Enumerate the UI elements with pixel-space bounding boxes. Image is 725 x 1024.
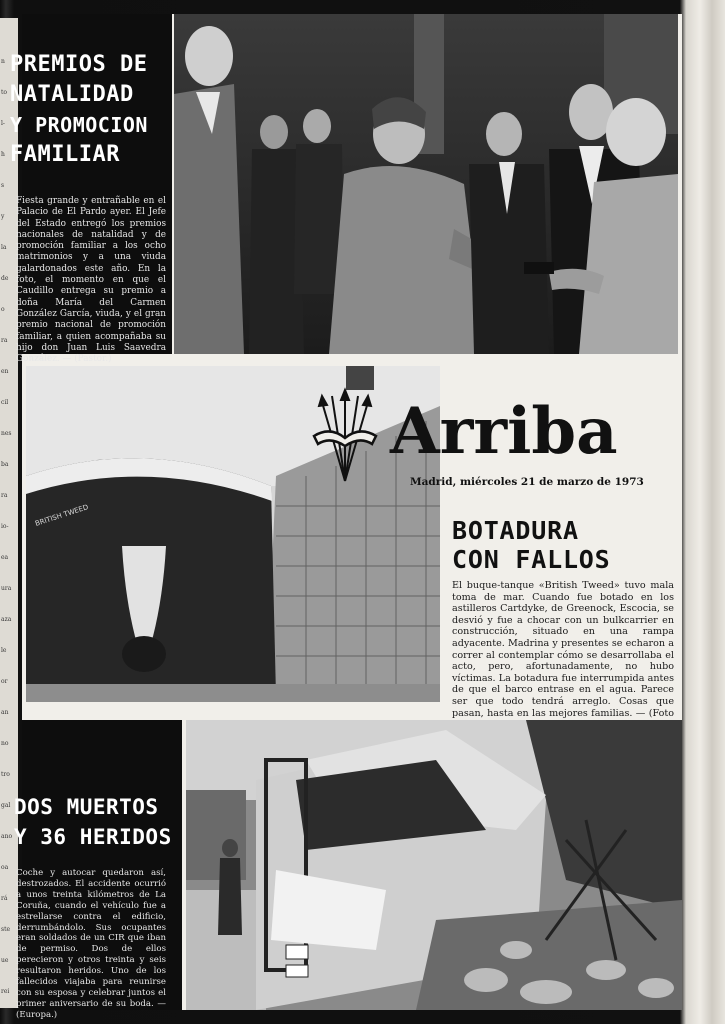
previous-page-fragment: ue — [1, 957, 9, 964]
previous-page-fragment: to — [1, 89, 8, 96]
crashed-bus-photo-icon — [186, 720, 682, 1010]
accidente-headline-line-1: DOS MUERTOS — [14, 795, 159, 819]
previous-page-fragment: or — [1, 678, 8, 685]
accidente-panel — [14, 720, 182, 1020]
accidente-body: Coche y autocar quedaron así, destrozados. El accidente ocurrió a unos treinta kilómetros de La Coruña, cuando el vehículo fue a estrellarse contra el edificio, derrumbándolo. Sus ocupantes eran soldados de un CIR que iban de permiso. Dos de ellos perecieron y otros treinta y seis resultaron heridos. Uno de los fallecidos viajaba para reunirse con su esposa y celebrar juntos el primer aniversario de su boda. — (Europa.) — [16, 868, 166, 1020]
natalidad-body: Fiesta grande y entrañable en el Palacio de El Pardo ayer. El Jefe del Estado entregó los premios nacionales de natalidad y de promoción familiar a los ocho matrimonios y a una viuda galardonados este año. En la foto, el momento en que el Caudillo entrega su premio a doña María del Carmen González García, viuda, y el gran premio nacional de promoción familiar, a quien acompañaba su hijo don Juan Luis Saavedra González. — (Pastor.) — [16, 196, 166, 365]
previous-page-fragment: gal — [1, 802, 11, 809]
award-ceremony-photo-icon — [174, 14, 678, 354]
previous-page-fragment: nes — [1, 430, 12, 437]
previous-page-fragment: n — [1, 58, 5, 65]
natalidad-headline — [10, 50, 172, 170]
previous-page-fragment: ea — [1, 554, 9, 561]
previous-page-fragment: ura — [1, 585, 12, 592]
previous-page-fragment: le — [1, 647, 7, 654]
previous-page-fragment: de — [1, 275, 9, 282]
natalidad-panel — [10, 14, 172, 365]
masthead-title: Arriba — [390, 394, 618, 469]
previous-page-fragment: ano — [1, 833, 13, 840]
previous-page-fragment: no — [1, 740, 9, 747]
botadura-headline-line-2: CON FALLOS — [452, 545, 611, 574]
natalidad-headline-line-3: Y PROMOCION — [10, 113, 148, 137]
masthead-dateline: Madrid, miércoles 21 de marzo de 1973 — [410, 476, 644, 488]
previous-page-fragment: y — [1, 213, 5, 220]
natalidad-headline-line-1: PREMIOS DE — [10, 52, 148, 77]
previous-page-fragment: cil — [1, 399, 9, 406]
previous-page-fragment: aza — [1, 616, 12, 623]
previous-page-fragment: o — [1, 306, 5, 313]
previous-page-fragment: ste — [1, 926, 11, 933]
newspaper-page — [10, 14, 682, 1020]
previous-page-fragment: oa — [1, 864, 9, 871]
previous-page-fragment: la — [1, 244, 7, 251]
natalidad-headline-line-2: NATALIDAD — [10, 82, 134, 107]
natalidad-photo — [174, 14, 678, 354]
previous-page-fragment: ra — [1, 492, 8, 499]
botadura-story — [452, 516, 674, 731]
masthead — [310, 386, 670, 506]
previous-page-fragment: s — [1, 182, 5, 189]
accidente-headline — [14, 792, 182, 852]
previous-page-fragment: rá — [1, 895, 8, 902]
previous-page-fragment: io- — [1, 523, 9, 530]
previous-page-fragment: h — [1, 151, 5, 158]
natalidad-headline-line-4: FAMILIAR — [10, 142, 120, 167]
previous-page-fragment: ba — [1, 461, 9, 468]
previous-page-fragment: rei — [1, 988, 10, 995]
yoke-and-arrows-emblem-icon — [310, 386, 380, 486]
accidente-headline-line-2: Y 36 HERIDOS — [14, 825, 172, 849]
previous-page-fragment: en — [1, 368, 9, 375]
botadura-headline-line-1: BOTADURA — [452, 516, 579, 545]
botadura-body: El buque-tanque «British Tweed» tuvo mala toma de mar. Cuando fue botado en los astilleros Cartdyke, de Greenock, Escocia, se desvió y fue a chocar con un bulkcarrier en construcción, situado en una rampa adyacente. Madrina y presentes se echaron a correr al contemplar cómo se desarrollaba el acto, pero, afortunadamente, no hubo víctimas. La botadura fue interrumpida antes de que el barco entrase en el agua. Parece ser que todo tendrá arreglo. Cosas que pasan, hasta en las mejores familias. — (Foto — [452, 580, 674, 719]
previous-page-fragment: ra — [1, 337, 8, 344]
previous-page-fragment: l- — [1, 120, 5, 127]
ship-hull-lettering: BRITISH TWEED — [34, 503, 90, 528]
accident-photo — [186, 720, 682, 1010]
previous-page-fragment: an — [1, 709, 9, 716]
previous-page-fragment: tro — [1, 771, 10, 778]
